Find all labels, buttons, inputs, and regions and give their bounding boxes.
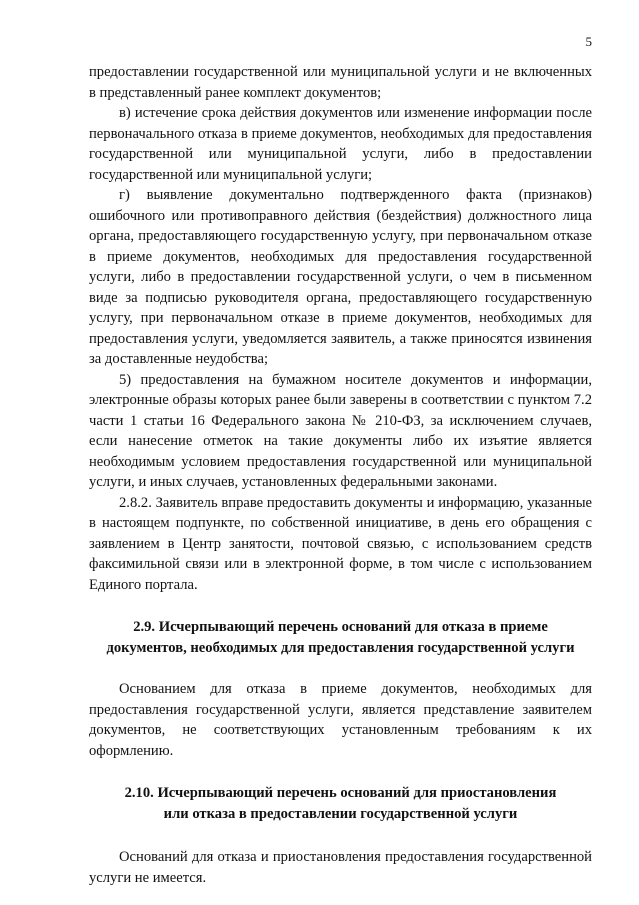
document-body bbox=[89, 62, 592, 888]
section-2-9-paragraph: Основанием для отказа в приеме документов, необходимых для предоставления государственной услуги, является представление заявителем документов, не соответствующих установленным требованиям к их оформлению. bbox=[89, 681, 592, 759]
paragraph-item-g: г) выявление документально подтвержденного факта (признаков) ошибочного или противоправного действия (бездействия) должностного лица органа, предоставляющего государственную услугу, при первоначальном отказе в приеме документов, необходимых для предоставления государственной услуги, либо в предоставлении государственной услуги, о чем в письменном виде за подписью руководителя органа, предоставляющего государственную услугу, при первоначальном отказе в приеме документов, необходимых для предоставления услуги, уведомляется заявитель, а также приносятся извинения за доставленные неудобства; bbox=[89, 187, 592, 367]
section-2-9-heading bbox=[89, 617, 592, 659]
paragraph-2-8-2: 2.8.2. Заявитель вправе предоставить документы и информацию, указанные в настоящем подпункте, по собственной инициативе, в день его обращения с заявлением в Центр занятости, почтовой связью, с использованием средств факсимильной связи или в электронной форме, в том числе с использованием Единого портала. bbox=[89, 494, 592, 593]
paragraph-item-5: 5) предоставления на бумажном носителе документов и информации, электронные образы которых ранее были заверены в соответствии с пунктом 7.2 части 1 статьи 16 Федерального закона № 210-ФЗ, за исключением случаев, если нанесение отметок на такие документы либо их изъятие является необходимым условием предоставления государственной или муниципальной услуги, и иных случаев, установленных федеральными законами. bbox=[89, 371, 592, 490]
section-2-10-heading-line2: или отказа в предоставлении государственной услуги bbox=[163, 806, 518, 822]
paragraph-item-v: в) истечение срока действия документов или изменение информации после первоначального отказа в приеме документов, необходимых для предоставления государственной или муниципальной услуги, либо в предоставлении государственной или муниципальной услуги; bbox=[89, 105, 592, 183]
section-2-9-heading-line2: документов, необходимых для предоставления государственной услуги bbox=[106, 640, 575, 656]
section-2-10-heading-line1: 2.10. Исчерпывающий перечень оснований для приостановления bbox=[124, 785, 557, 801]
section-2-10-paragraph: Оснований для отказа и приостановления предоставления государственной услуги не имеется. bbox=[89, 849, 592, 886]
section-2-9-heading-line1: 2.9. Исчерпывающий перечень оснований для отказа в приеме bbox=[133, 619, 548, 635]
paragraph-continuation: предоставлении государственной или муниципальной услуги и не включенных в представленный ранее комплект документов; bbox=[89, 64, 592, 101]
page-number: 5 bbox=[585, 34, 592, 49]
section-2-10-heading bbox=[89, 783, 592, 825]
